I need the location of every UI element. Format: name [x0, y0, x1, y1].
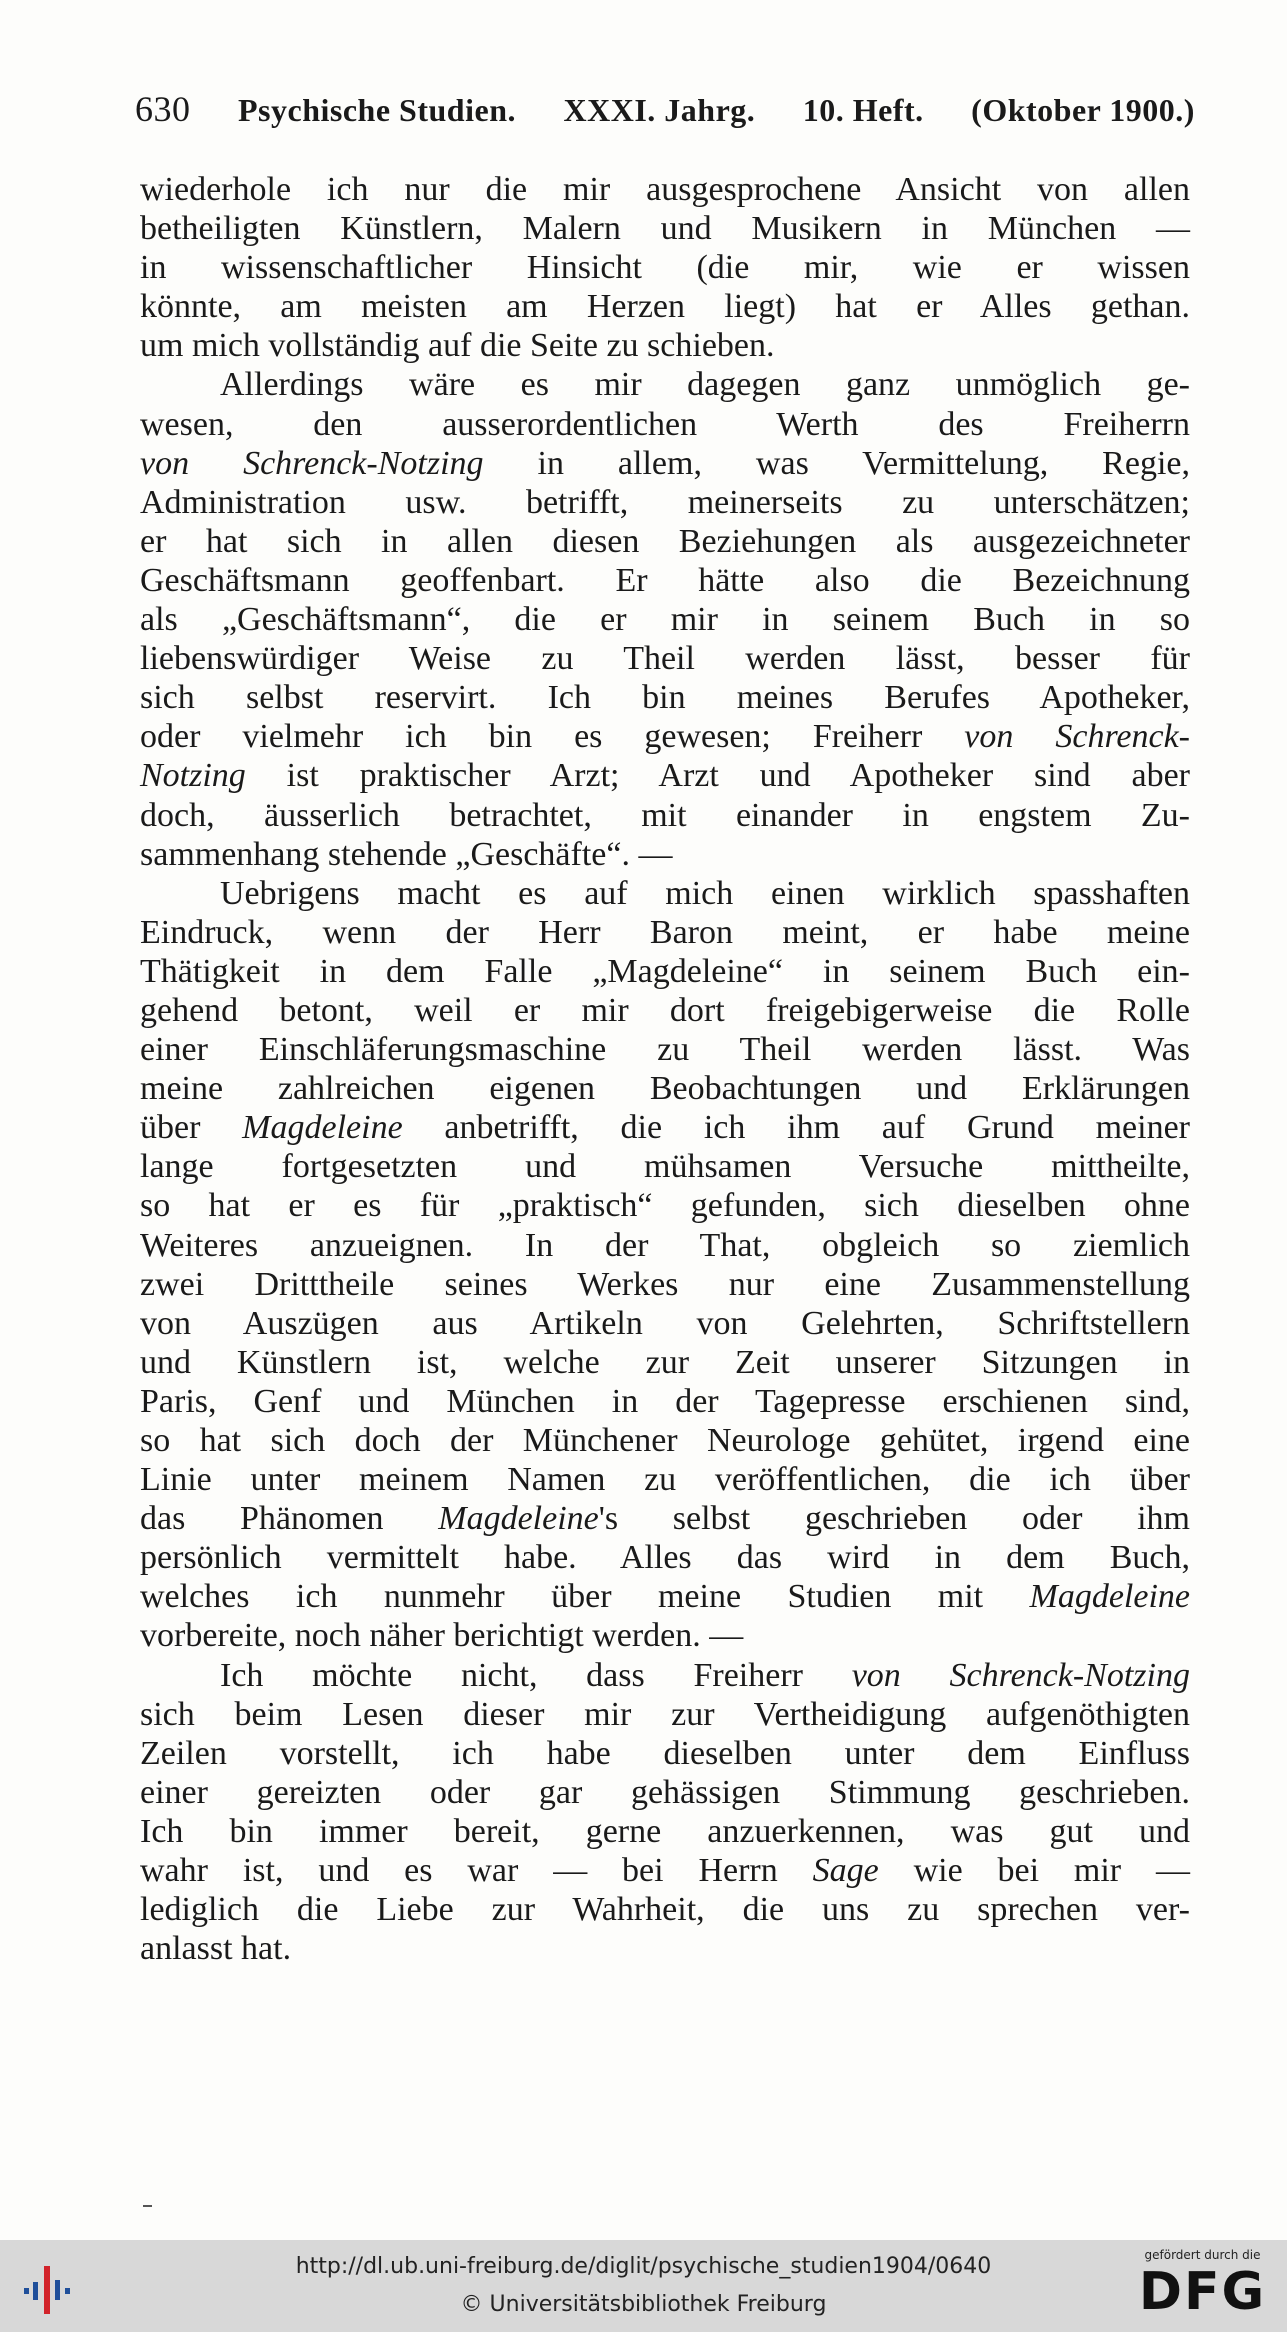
- dfg-logo: [1130, 2248, 1275, 2328]
- running-header: [135, 88, 1195, 130]
- text-line: lange fortgesetzten und mühsamen Versuche mittheilte,: [140, 1148, 1190, 1186]
- text-line: liebenswürdiger Weise zu Theil werden lässt, besser für: [140, 640, 1190, 678]
- text-line: sich selbst reservirt. Ich bin meines Berufes Apotheker,: [140, 679, 1190, 717]
- journal-title: Psychische Studien.: [238, 92, 516, 128]
- text-line: über Magdeleine anbetrifft, die ich ihm auf Grund meiner: [140, 1109, 1190, 1147]
- text-line: und Künstlern ist, welche zur Zeit unserer Sitzungen in: [140, 1343, 1190, 1381]
- text-line: Geschäftsmann geoffenbart. Er hätte also die Bezeichnung: [140, 561, 1190, 599]
- text-line: Ich möchte nicht, dass Freiherr von Schrenck-Notzing: [220, 1656, 1190, 1694]
- text-line: doch, äusserlich betrachtet, mit einander in engstem Zu-: [140, 796, 1190, 834]
- volume-label: XXXI. Jahrg.: [563, 92, 756, 128]
- text-line: Ich bin immer bereit, gerne anzuerkennen, was gut und: [140, 1812, 1190, 1850]
- text-line: meine zahlreichen eigenen Beobachtungen und Erklärungen: [140, 1070, 1190, 1108]
- text-line: Linie unter meinem Namen zu veröffentlichen, die ich über: [140, 1461, 1190, 1499]
- text-line: von Schrenck-Notzing in allem, was Vermittelung, Regie,: [140, 444, 1190, 482]
- text-line: vorbereite, noch näher berichtigt werden. —: [140, 1617, 744, 1655]
- text-line: persönlich vermittelt habe. Alles das wird in dem Buch,: [140, 1539, 1190, 1577]
- footer-bar: [0, 2240, 1287, 2332]
- page-number: 630: [135, 89, 191, 129]
- text-line: Paris, Genf und München in der Tagepresse erschienen sind,: [140, 1382, 1190, 1420]
- text-line: Allerdings wäre es mir dagegen ganz unmöglich ge-: [220, 366, 1190, 404]
- text-line: Weiteres anzueignen. In der That, obgleich so ziemlich: [140, 1226, 1190, 1264]
- sponsor-caption: gefördert durch die: [1144, 2248, 1261, 2262]
- issue-date: (Oktober 1900.): [971, 92, 1195, 128]
- text-line: wiederhole ich nur die mir ausgesprochene Ansicht von allen: [140, 171, 1190, 208]
- text-line: anlasst hat.: [140, 1930, 292, 1968]
- text-line: gehend betont, weil er mir dort freigebigerweise die Rolle: [140, 991, 1190, 1029]
- body-text: [140, 170, 1190, 1968]
- text-line: Thätigkeit in dem Falle „Magdeleine“ in seinem Buch ein-: [140, 952, 1190, 990]
- source-url[interactable]: http://dl.ub.uni-freiburg.de/diglit/psychische_studien1904/0640: [295, 2254, 992, 2279]
- text-line: er hat sich in allen diesen Beziehungen als ausgezeichneter: [140, 522, 1190, 560]
- text-line: einer gereizten oder gar gehässigen Stimmung geschrieben.: [140, 1773, 1190, 1811]
- text-line: sich beim Lesen dieser mir zur Vertheidigung aufgenöthigten: [140, 1695, 1190, 1733]
- margin-mark: [143, 2205, 152, 2207]
- issue-label: 10. Heft.: [802, 92, 924, 128]
- sponsor-logo-text: DFG: [1138, 2262, 1267, 2322]
- text-line: könnte, am meisten am Herzen liegt) hat er Alles gethan.: [140, 288, 1190, 326]
- text-line: Uebrigens macht es auf mich einen wirklich spasshaften: [220, 874, 1190, 912]
- text-line: einer Einschläferungsmaschine zu Theil werden lässt. Was: [140, 1031, 1190, 1069]
- text-line: wahr ist, und es war — bei Herrn Sage wie bei mir —: [140, 1852, 1190, 1890]
- text-line: oder vielmehr ich bin es gewesen; Freiherr von Schrenck-: [140, 718, 1191, 756]
- text-line: das Phänomen Magdeleine's selbst geschrieben oder ihm: [140, 1500, 1190, 1538]
- text-line: um mich vollständig auf die Seite zu schieben.: [140, 327, 775, 365]
- text-line: so hat sich doch der Münchener Neurologe gehütet, irgend eine: [140, 1422, 1190, 1459]
- text-line: betheiligten Künstlern, Malern und Musikern in München —: [140, 210, 1190, 248]
- text-line: von Auszügen aus Artikeln von Gelehrten, Schriftstellern: [140, 1304, 1190, 1342]
- text-line: Administration usw. betrifft, meinerseits zu unterschätzen;: [140, 483, 1190, 521]
- text-line: sammenhang stehende „Geschäfte“. —: [140, 835, 673, 873]
- text-line: zwei Dritttheile seines Werkes nur eine Zusammenstellung: [140, 1265, 1190, 1303]
- text-line: Eindruck, wenn der Herr Baron meint, er habe meine: [140, 913, 1190, 951]
- text-line: welches ich nunmehr über meine Studien mit Magdeleine: [140, 1578, 1190, 1616]
- text-line: als „Geschäftsmann“, die er mir in seinem Buch in so: [140, 601, 1190, 639]
- copyright-notice: © Universitätsbibliothek Freiburg: [460, 2292, 827, 2317]
- text-line: wesen, den ausserordentlichen Werth des Freiherrn: [140, 405, 1190, 443]
- text-line: Notzing ist praktischer Arzt; Arzt und Apotheker sind aber: [140, 757, 1190, 795]
- text-line: in wissenschaftlicher Hinsicht (die mir, wie er wissen: [140, 249, 1190, 287]
- text-line: so hat er es für „praktisch“ gefunden, sich dieselben ohne: [140, 1187, 1190, 1225]
- text-line: Zeilen vorstellt, ich habe dieselben unter dem Einfluss: [140, 1734, 1190, 1772]
- text-line: lediglich die Liebe zur Wahrheit, die uns zu sprechen ver-: [140, 1891, 1190, 1929]
